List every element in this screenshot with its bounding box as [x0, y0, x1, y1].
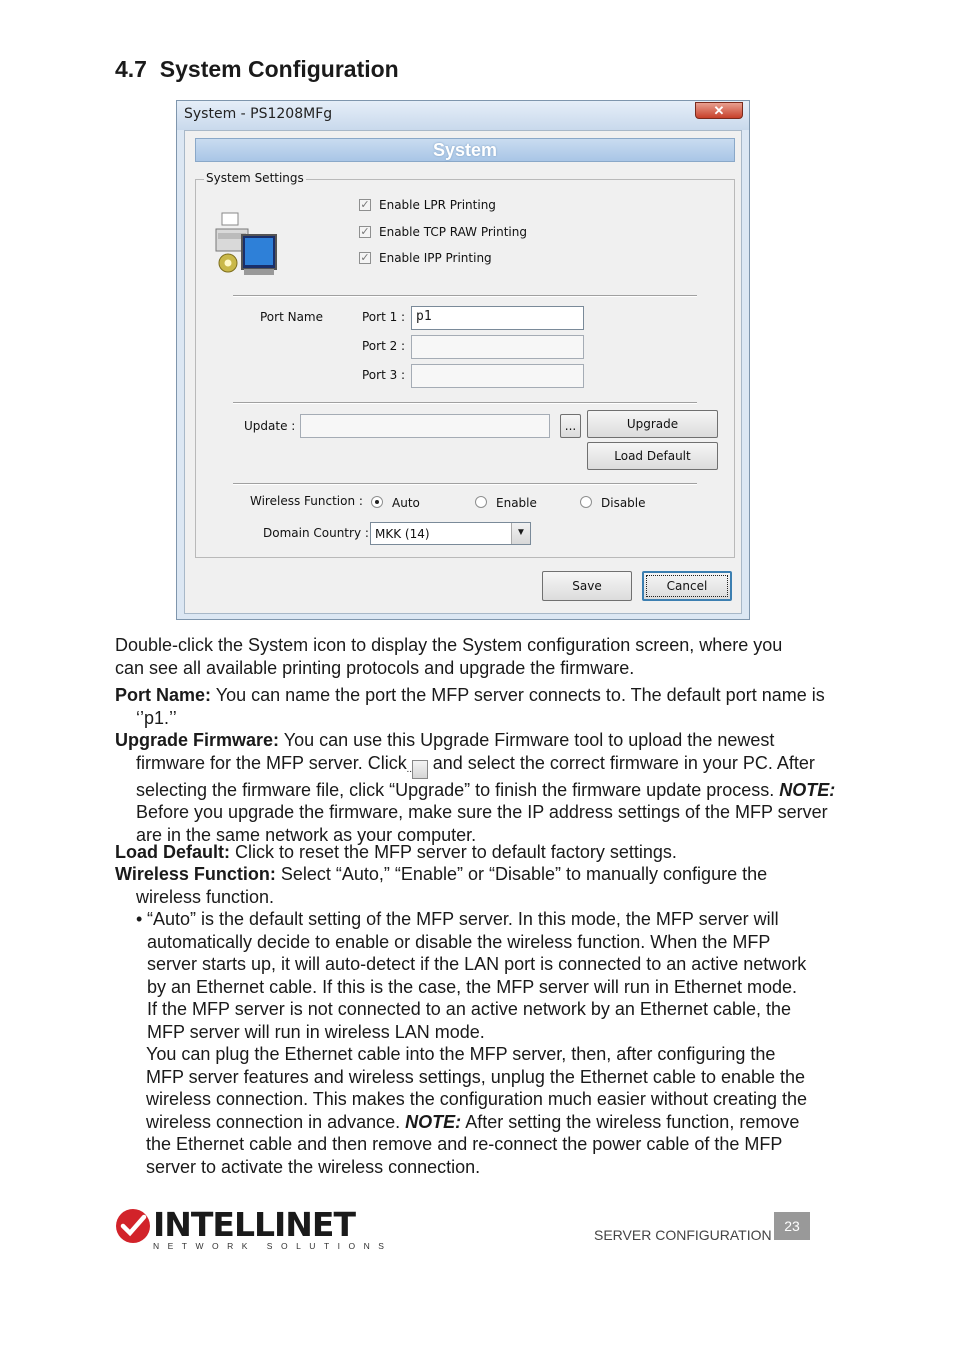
- browse-button[interactable]: ...: [560, 414, 581, 438]
- upgrade-note-text: Before you upgrade the firmware, make sure the IP address settings of the MFP server are in the same network as your computer.: [136, 802, 828, 845]
- load-default-term: Load Default:: [115, 842, 230, 862]
- intro-paragraph: Double-click the System icon to display the System configuration screen, where you can see all available printing protocols and upgrade the firmware.: [115, 635, 783, 678]
- port-name-paragraph: [115, 684, 836, 729]
- checkbox-tcp-raw-label: Enable TCP RAW Printing: [379, 225, 527, 239]
- intellinet-logo: [115, 1205, 393, 1254]
- port-3-value: [412, 365, 583, 369]
- logo-subtext: NETWORK SOLUTIONS: [153, 1241, 393, 1251]
- plug-text: You can plug the Ethernet cable into the MFP server, then, after configuring the MFP server features and wireless settings, unplug the Ethernet cable to enable the wireless connection. This makes the configuration much easier without creating the wireless connection in advance.: [146, 1044, 808, 1132]
- port-name-term: Port Name:: [115, 685, 212, 705]
- browse-button-inline: ..: [412, 760, 428, 779]
- port-2-label: Port 2 :: [362, 339, 406, 353]
- update-file-input[interactable]: [300, 414, 550, 438]
- group-label: System Settings: [206, 171, 304, 185]
- save-button[interactable]: Save: [542, 571, 632, 601]
- port-name-label: Port Name: [260, 310, 324, 324]
- load-default-text: Click to reset the MFP server to default factory settings.: [235, 842, 677, 862]
- port-1-label: Port 1 :: [362, 310, 406, 324]
- radio-auto-label: Auto: [392, 496, 420, 510]
- upgrade-paragraph: [115, 729, 836, 846]
- domain-country-select[interactable]: [370, 522, 531, 545]
- section-number: 4.7: [115, 56, 147, 82]
- checkbox-ipp-label: Enable IPP Printing: [379, 251, 492, 265]
- wireless-paragraph: [115, 863, 836, 908]
- cancel-button[interactable]: Cancel: [642, 571, 732, 601]
- radio-enable-circle[interactable]: [475, 496, 487, 508]
- title-bar: [177, 101, 749, 130]
- system-settings-group: [195, 171, 735, 558]
- bullet-glyph: •: [136, 909, 143, 929]
- checkbox-ipp-box[interactable]: ✓: [360, 252, 370, 264]
- upgrade-text-1: You can use this Upgrade Firmware tool to upload the newest firmware for the MFP server. Click: [136, 730, 775, 773]
- plug-note-term: NOTE:: [405, 1111, 462, 1132]
- logo-check-icon: [115, 1208, 151, 1244]
- radio-enable-label: Enable: [496, 496, 537, 510]
- port-3-input[interactable]: [411, 364, 584, 388]
- page-number: 23: [774, 1212, 810, 1240]
- chevron-down-icon[interactable]: ▼: [511, 523, 530, 544]
- separator: [233, 402, 697, 404]
- window-title: System - PS1208MFg: [184, 106, 333, 122]
- auto-bullet: [136, 908, 808, 1043]
- system-dialog: [176, 100, 750, 620]
- wireless-function-label: Wireless Function :: [250, 494, 363, 508]
- upgrade-button[interactable]: Upgrade: [587, 410, 718, 438]
- wireless-text: Select “Auto,” “Enable” or “Disable” to manually configure the wireless function.: [136, 864, 768, 907]
- port-1-value: p1: [416, 309, 432, 324]
- banner-text: System: [432, 140, 498, 160]
- section-heading: [115, 56, 399, 83]
- domain-country-value: MKK (14): [375, 527, 430, 541]
- auto-text: “Auto” is the default setting of the MFP server. In this mode, the MFP server will automatically decide to enable or disable the wireless function. When the MFP server starts up, it will auto-detect if the LAN port is connected to an active network by an Ethernet cable. If this is the case, the MFP server will run in Ethernet mode. If the MFP server is not connected to an active network by an Ethernet cable, the MFP server will run in wireless LAN mode.: [147, 909, 807, 1042]
- separator: [233, 295, 697, 297]
- logo-text: INTELLINET: [153, 1205, 355, 1244]
- update-file-value: [301, 415, 549, 419]
- load-default-button[interactable]: Load Default: [587, 442, 718, 470]
- footer-section-label: SERVER CONFIGURATION: [594, 1227, 772, 1243]
- system-banner: [195, 138, 735, 162]
- close-icon[interactable]: ✕: [695, 102, 743, 119]
- upgrade-term: Upgrade Firmware:: [115, 730, 280, 750]
- separator: [233, 483, 697, 485]
- dialog-client: [184, 130, 742, 614]
- port-3-label: Port 3 :: [362, 368, 406, 382]
- upgrade-text-2: and select the correct firmware in your PC. After selecting the firmware file, click “Upgrade” to finish the firmware update process.: [136, 752, 815, 800]
- system-printer-icon: [214, 211, 294, 286]
- domain-country-label: Domain Country :: [263, 526, 369, 540]
- port-name-text: You can name the port the MFP server connects to. The default port name is ‘’p1.’’: [136, 685, 825, 728]
- radio-disable-label: Disable: [601, 496, 646, 510]
- port-2-value: [412, 336, 583, 340]
- section-title: System Configuration: [159, 56, 399, 82]
- plug-note-text: After setting the wireless function, remove the Ethernet cable and then remove and re-connect the power cable of the MFP server to activate the wireless connection.: [146, 1111, 800, 1177]
- wireless-term: Wireless Function:: [115, 864, 276, 884]
- port-1-input[interactable]: [411, 306, 584, 330]
- radio-disable-circle[interactable]: [580, 496, 592, 508]
- update-label: Update :: [244, 419, 296, 433]
- checkbox-lpr-box[interactable]: ✓: [360, 199, 370, 211]
- load-default-paragraph: [115, 841, 836, 864]
- radio-auto-circle[interactable]: [371, 496, 383, 508]
- port-2-input[interactable]: [411, 335, 584, 359]
- plug-paragraph: [146, 1043, 808, 1178]
- upgrade-note-term: NOTE:: [779, 779, 836, 800]
- checkbox-lpr-label: Enable LPR Printing: [379, 198, 496, 212]
- checkbox-tcp-raw-box[interactable]: ✓: [360, 226, 370, 238]
